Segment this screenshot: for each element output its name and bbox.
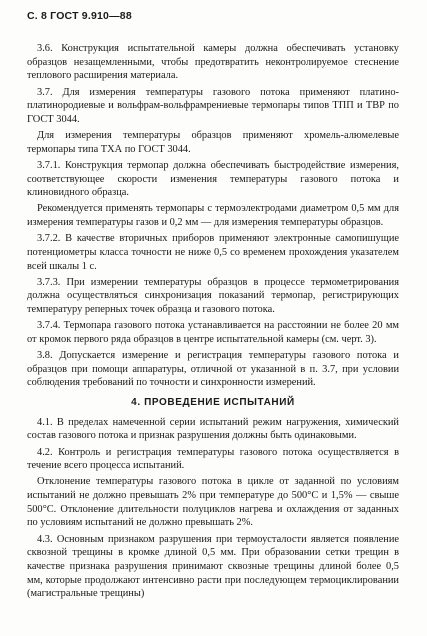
paragraph-3-7-4: 3.7.4. Термопара газового потока устанавливается на расстоянии не более 20 мм от кромок первого ряда образцов в центре испытательной камеры (см. черт. 3). [27, 320, 399, 345]
paragraph-3-7: 3.7. Для измерения температуры газового потока применяют платино-платинородиевые и вольфрам-вольфрамрениевые термопары типов ТПП и ТВР по ГОСТ 3044. [27, 86, 399, 125]
paragraph-3-6: 3.6. Конструкция испытательной камеры должна обеспечивать установку образцов незащемленными, чтобы предотвратить неконтролируемое стеснение теплового расширения материала. [27, 43, 399, 82]
paragraph-3-8: 3.8. Допускается измерение и регистрация температуры газового потока и образцов при помощи аппаратуры, отличной от указанной в п. 3.7, при условии соблюдения требований по точности и синхронности измерений. [27, 349, 399, 389]
paragraph-3-7-1: 3.7.1. Конструкция термопар должна обеспечивать быстродействие измерения, соответствующее скорости изменения температуры газового потока и клиновидного образца. [27, 159, 399, 199]
paragraph-4-1: 4.1. В пределах намеченной серии испытаний режим нагружения, химический состав газового потока и признак разрушения должны быть одинаковыми. [27, 416, 399, 442]
page-header: С. 8 ГОСТ 9.910—88 [27, 10, 132, 22]
section-title: 4. ПРОВЕДЕНИЕ ИСПЫТАНИЙ [131, 397, 295, 408]
paragraph-3-7-samples: Для измерения температуры образцов применяют хромель-алюмелевые термопары типа ТХА по ГОСТ 3044. [27, 130, 399, 155]
paragraph-3-7-3: 3.7.3. При измерении температуры образцов в процессе термометрирования должна осуществляться синхронизация показаний термопар, регистрирующих температуру реперных точек образца и газового потока. [27, 276, 399, 315]
paragraph-4-2: 4.2. Контроль и регистрация температуры газового потока осуществляется в течение всего процесса испытаний. [27, 446, 399, 472]
paragraph-3-7-2: 3.7.2. В качестве вторичных приборов применяют электронные самопишущие потенциометры класса точности не ниже 0,5 со временем прохождения указателем всей шкалы 1 с. [27, 233, 399, 272]
paragraph-4-3: 4.3. Основным признаком разрушения при термоусталости является появление сквозной трещины в кромке длиной 0,5 мм. При образовании сетки трещин в качестве признака разрушения принимают сквозные трещины длиной более 0,5 мм, которые продолжают интенсивно расти при последующем термоциклировании (магистральные трещины) [27, 533, 399, 600]
document-body [27, 42, 399, 603]
paragraph-4-2-deviation: Отклонение температуры газового потока в цикле от заданной по условиям испытаний не должно превышать 2% при температуре до 500°С и 1,5% — свыше 500°С. Отклонение длительности полуциклов нагрева и охлаждения от заданных по условиям испытаний не должно превышать 2%. [27, 476, 399, 529]
paragraph-3-7-1-recommendation: Рекомендуется применять термопары с термоэлектродами диаметром 0,5 мм для измерения температуры газов и 0,2 мм — для измерения температуры образцов. [27, 203, 399, 228]
